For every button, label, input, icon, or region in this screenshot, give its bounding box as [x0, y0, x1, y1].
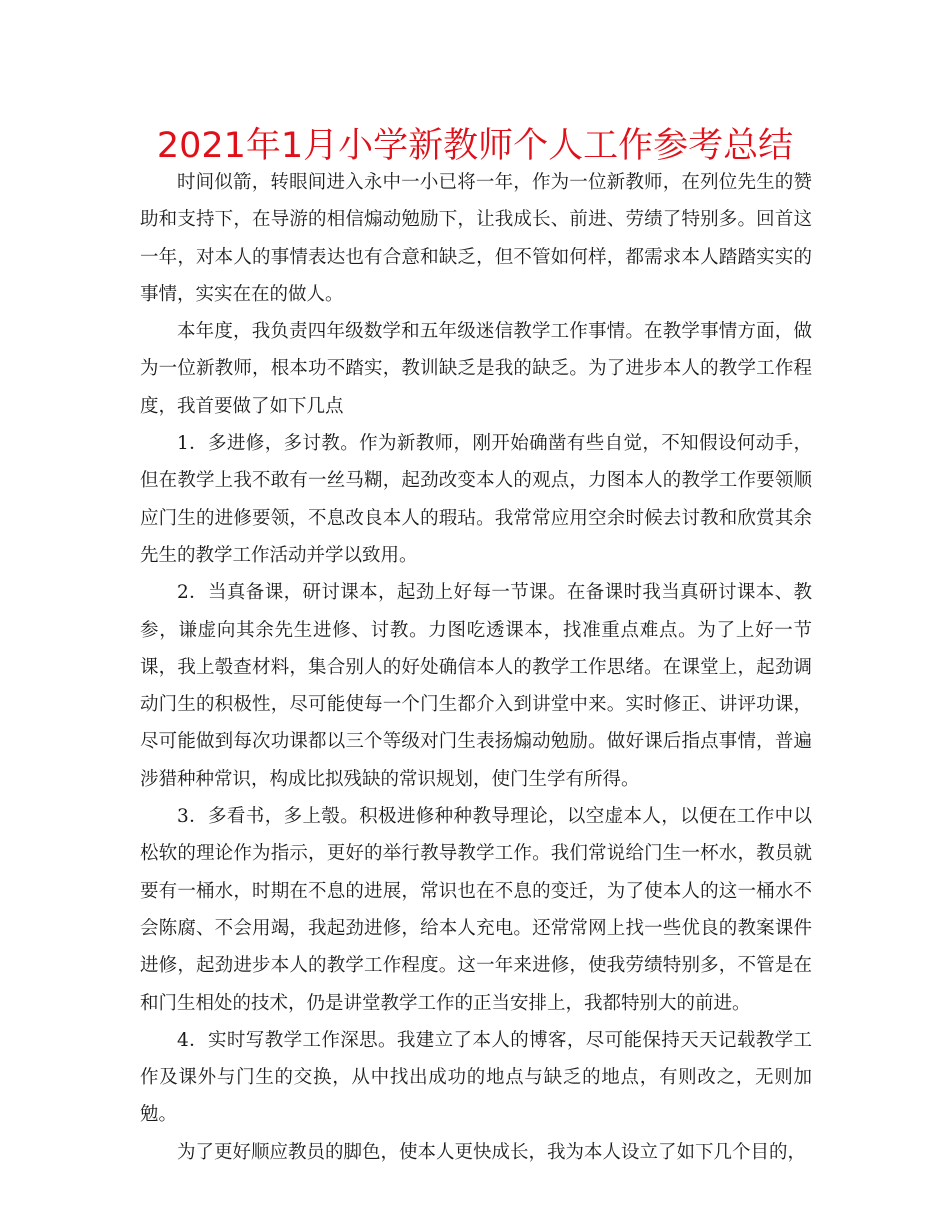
paragraph-point-1: 1．多进修，多讨教。作为新教师，刚开始确凿有些自觉，不知假设何动手，但在教学上我不敢有一丝马糊，起劲改变本人的观点，力图本人的教学工作要领顺应门生的进修要领，不息改良本人的瑕玷。我常常应用空余时候去讨教和欣赏其余先生的教学工作活动并学以致用。 — [140, 433, 812, 566]
paragraph-point-4: 4．实时写教学工作深思。我建立了本人的博客，尽可能保持天天记载教学工作及课外与门生的交换，从中找出成功的地点与缺乏的地点，有则改之，无则加勉。 — [140, 1029, 812, 1126]
paragraph-intro: 时间似箭，转眼间进入永中一小已将一年，作为一位新教师，在列位先生的赞助和支持下，在导游的相信煽动勉励下，让我成长、前进、劳绩了特别多。回首这一年，对本人的事情表达也有合意和缺乏，但不管如何样，都需求本人踏踏实实的事情，实实在在的做人。 — [140, 172, 812, 305]
document-body — [140, 164, 812, 1171]
paragraph-year-overview: 本年度，我负责四年级数学和五年级迷信教学工作事情。在教学事情方面，做为一位新教师，根本功不踏实，教训缺乏是我的缺乏。为了进步本人的教学工作程度，我首要做了如下几点 — [140, 321, 812, 417]
paragraph-goals: 为了更好顺应教员的脚色，使本人更快成长，我为本人设立了如下几个目的， — [177, 1141, 807, 1163]
document-title: 2021年1月小学新教师个人工作参考总结 — [156, 126, 794, 166]
paragraph-point-3: 3．多看书，多上彀。积极进修种种教导理论，以空虚本人，以便在工作中以松软的理论作为指示，更好的举行教导教学工作。我们常说给门生一杯水，教员就要有一桶水，时期在不息的进展，常识也在不息的变迁，为了使本人的这一桶水不会陈腐、不会用竭，我起劲进修，给本人充电。还常常网上找一些优良的教案课件进修，起劲进步本人的教学工作程度。这一年来进修，使我劳绩特别多，不管是在和门生相处的技术，仍是讲堂教学工作的正当安排上，我都特别大的前进。 — [140, 806, 812, 1014]
paragraph-point-2: 2．当真备课，研讨课本，起劲上好每一节课。在备课时我当真研讨课本、教参，谦虚向其余先生进修、讨教。力图吃透课本，找准重点难点。为了上好一节课，我上彀查材料，集合别人的好处确信本人的教学工作思绪。在课堂上，起劲调动门生的积极性，尽可能使每一个门生都介入到讲堂中来。实时修正、讲评功课，尽可能做到每次功课都以三个等级对门生表扬煽动勉励。做好课后指点事情，普遍涉猎种种常识，构成比拟残缺的常识规划，使门生学有所得。 — [140, 582, 812, 790]
